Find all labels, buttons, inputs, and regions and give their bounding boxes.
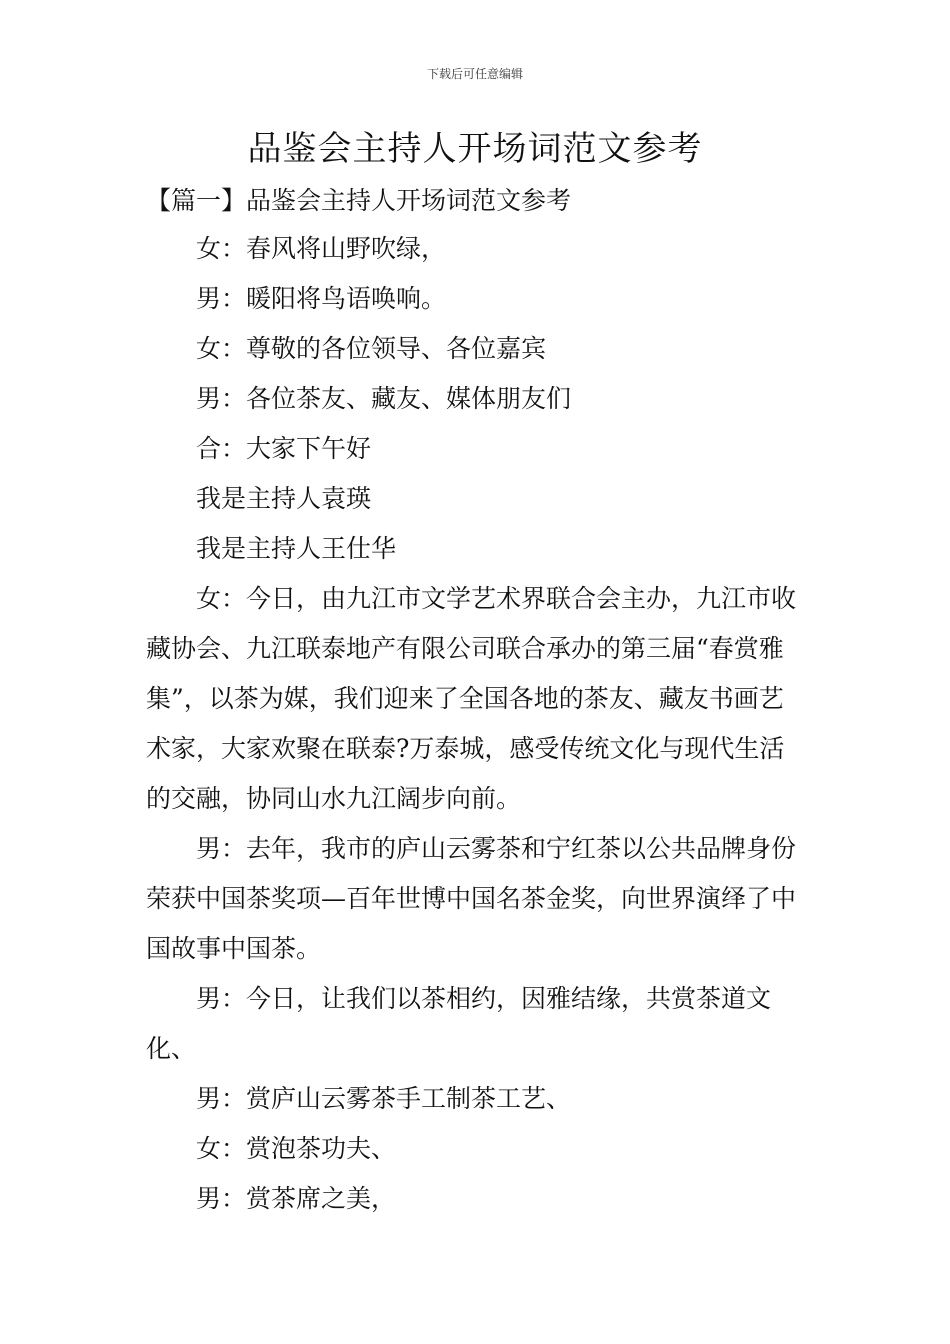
section-heading: 【篇一】品鉴会主持人开场词范文参考	[146, 186, 572, 215]
document-title: 品鉴会主持人开场词范文参考	[247, 129, 703, 169]
paragraph: 男：赏茶席之美，	[196, 1184, 397, 1213]
paragraph: 女：赏泡茶功夫、	[196, 1134, 397, 1163]
paragraph: 男：各位茶友、藏友、媒体朋友们	[196, 384, 572, 413]
paragraph: 男：今日，让我们以茶相约，因雅结缘，共赏茶道文化、	[146, 984, 772, 1063]
page-header-note: 下载后可任意编辑	[426, 67, 523, 81]
paragraph: 男：暖阳将鸟语唤响。	[196, 284, 447, 313]
document-body	[146, 224, 808, 1224]
paragraph: 我是主持人袁瑛	[196, 484, 372, 513]
paragraph: 女：尊敬的各位领导、各位嘉宾	[196, 334, 547, 363]
paragraph: 我是主持人王仕华	[196, 534, 397, 563]
paragraph: 合：大家下午好	[196, 434, 372, 463]
paragraph: 女：春风将山野吹绿，	[196, 234, 447, 263]
paragraph: 女：今日，由九江市文学艺术界联合会主办，九江市收藏协会、九江联泰地产有限公司联合承办的第三届“春赏雅集”，以茶为媒，我们迎来了全国各地的茶友、藏友书画艺术家，大家欢聚在联泰?万泰城，感受传统文化与现代生活的交融，协同山水九江阔步向前。	[146, 584, 797, 813]
paragraph: 男：去年，我市的庐山云雾茶和宁红茶以公共品牌身份荣获中国茶奖项—百年世博中国名茶金奖，向世界演绎了中国故事中国茶。	[146, 834, 797, 963]
paragraph: 男：赏庐山云雾茶手工制茶工艺、	[196, 1084, 572, 1113]
